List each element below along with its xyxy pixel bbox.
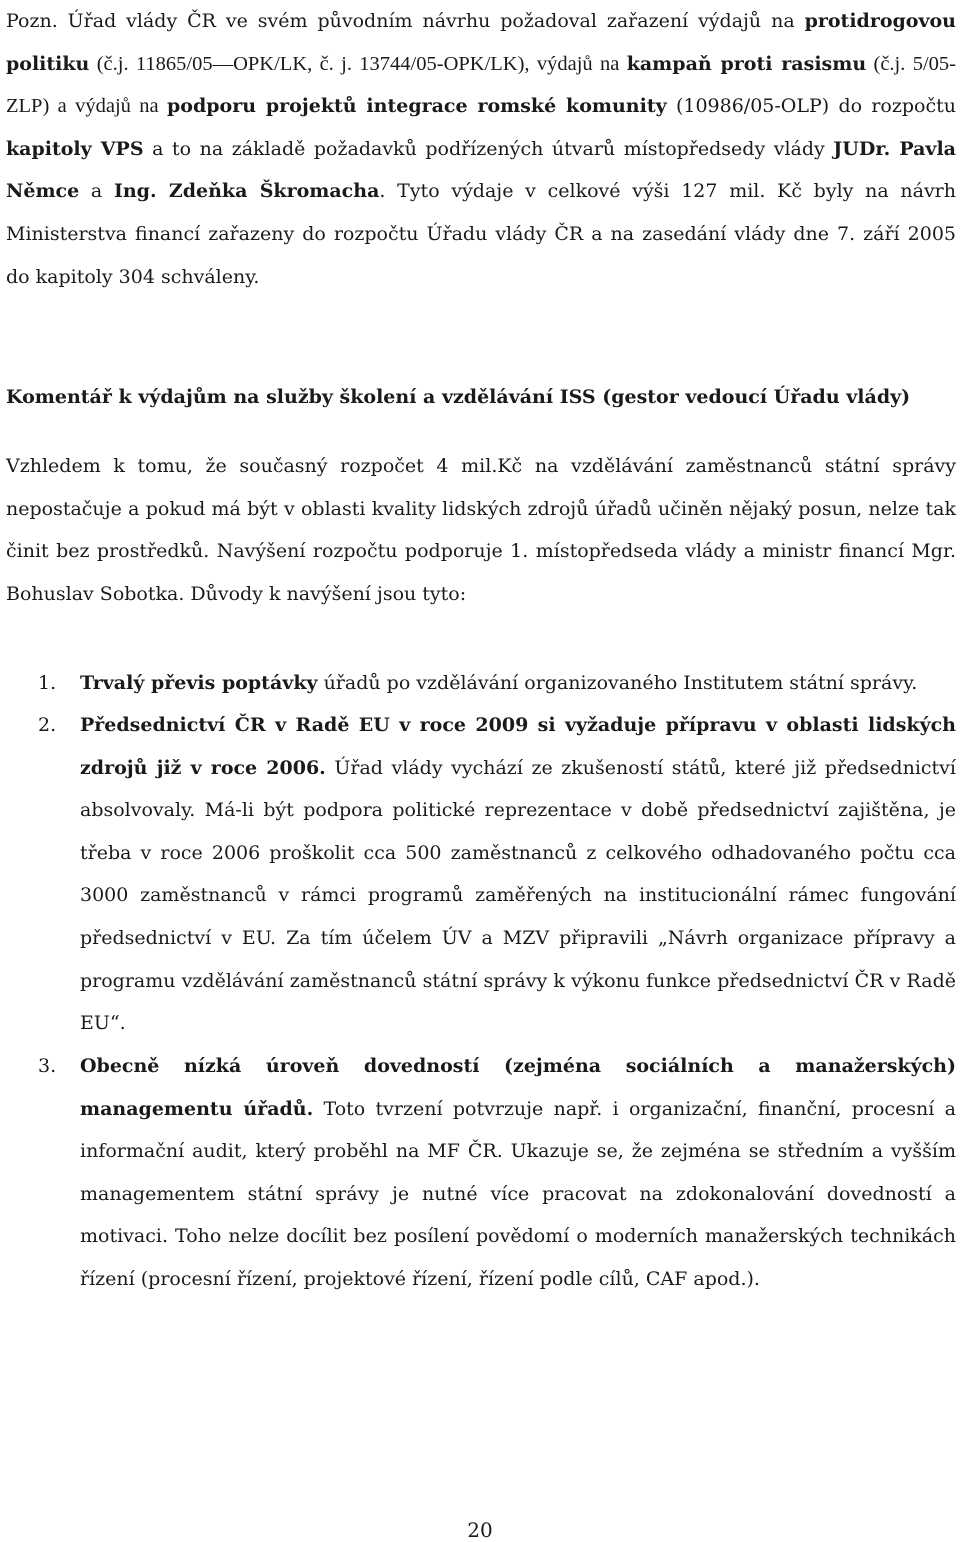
list-item (6, 704, 960, 1045)
text-run: Toto tvrzení potvrzuje např. i organizační, finanční, procesní a informační audit, který proběhl na MF ČR. Ukazuje se, že zejména se středním a vyšším managementem státní správy je nutné více pracovat na zdokonalování dovedností a motivaci. Toho nelze docílit bez posílení povědomí o moderních manažerských technikách řízení (procesní řízení, projektové řízení, řízení podle cílů, CAF apod.). (80, 1097, 956, 1290)
bold-run: kapitoly VPS (6, 137, 144, 160)
bold-run: Trvalý převis poptávky (80, 672, 318, 694)
intro-paragraph: Vzhledem k tomu, že současný rozpočet 4 mil.Kč na vzdělávání zaměstnanců státní správy nepostačuje a pokud má být v oblasti kvality lidských zdrojů úřadů učiněn nějaký posun, nelze tak činit bez prostředků. Navýšení rozpočtu podporuje 1. místopředseda vlády a ministr financí Mgr. Bohuslav Sobotka. Důvody k navýšení jsou tyto: (6, 455, 956, 605)
list-number: 2. (38, 714, 57, 736)
list-item (6, 1045, 960, 1301)
bold-run: podporu projektů integrace romské komunity (167, 95, 667, 118)
page-number: 20 (467, 1518, 493, 1542)
text-run: . Tyto výdaje v celkové výši 127 mil. Kč byly na návrh Ministerstva financí zařazeny do rozpočtu Úřadu vlády ČR a na zasedání vlády dne 7. září 2005 do kapitoly 304 schváleny. (6, 180, 956, 288)
text-run: (10986/05-OLP) do rozpočtu (666, 95, 956, 118)
bold-run: JUDr. Pavla Němce (6, 137, 956, 203)
text-run: a to na základě požadavků podřízených útvarů místopředsedy vlády (143, 137, 834, 160)
note-paragraph (6, 0, 956, 298)
bold-run: protidrogovou politiku (6, 10, 956, 75)
text-run: úřadů po vzdělávání organizovaného Institutem státní správy. (317, 672, 918, 694)
list-item (6, 662, 960, 705)
bold-run: Obecně nízká úroveň dovedností (zejména sociálních a manažerských) managementu úřadů. (80, 1055, 956, 1120)
list-number: 3. (38, 1055, 57, 1077)
list-item-text (80, 1045, 956, 1301)
bold-run: kampaň proti rasismu (626, 52, 867, 75)
text-run: a (79, 180, 114, 203)
text-run: (č.j. 5/05-ZLP) a výdajů na (6, 52, 956, 118)
section-heading: Komentář k výdajům na služby školení a vzdělávání ISS (gestor vedoucí Úřadu vlády) (6, 386, 911, 408)
list-item-text (80, 662, 956, 705)
text-run: Úřad vlády vychází ze zkušeností států, které již předsednictví absolvovaly. Má-li být podpora politické reprezentace v době předsednictví zajištěna, je třeba v roce 2006 proškolit cca 500 zaměstnanců z celkového odhadovaného počtu cca 3000 zaměstnanců v rámci programů zaměřených na institucionální rámec fungování předsednictví v EU. Za tím účelem ÚV a MZV připravili „Návrh organizace přípravy a programu vzdělávání zaměstnanců státní správy k výkonu funkce předsednictví ČR v Radě EU“. (80, 756, 956, 1035)
text-run: Pozn. Úřad vlády ČR ve svém původním návrhu požadoval zařazení výdajů na (6, 10, 805, 32)
bold-run: Ing. Zdeňka Škromacha (113, 180, 380, 203)
bold-run: Předsednictví ČR v Radě EU v roce 2009 si vyžaduje přípravu v oblasti lidských zdrojů již v roce 2006. (80, 714, 956, 779)
list-item-text (80, 704, 956, 1045)
text-run: (č.j. 11865/05—OPK/LK, č. j. 13744/05-OPK/LK), výdajů na (89, 52, 627, 75)
list-number: 1. (38, 672, 57, 694)
